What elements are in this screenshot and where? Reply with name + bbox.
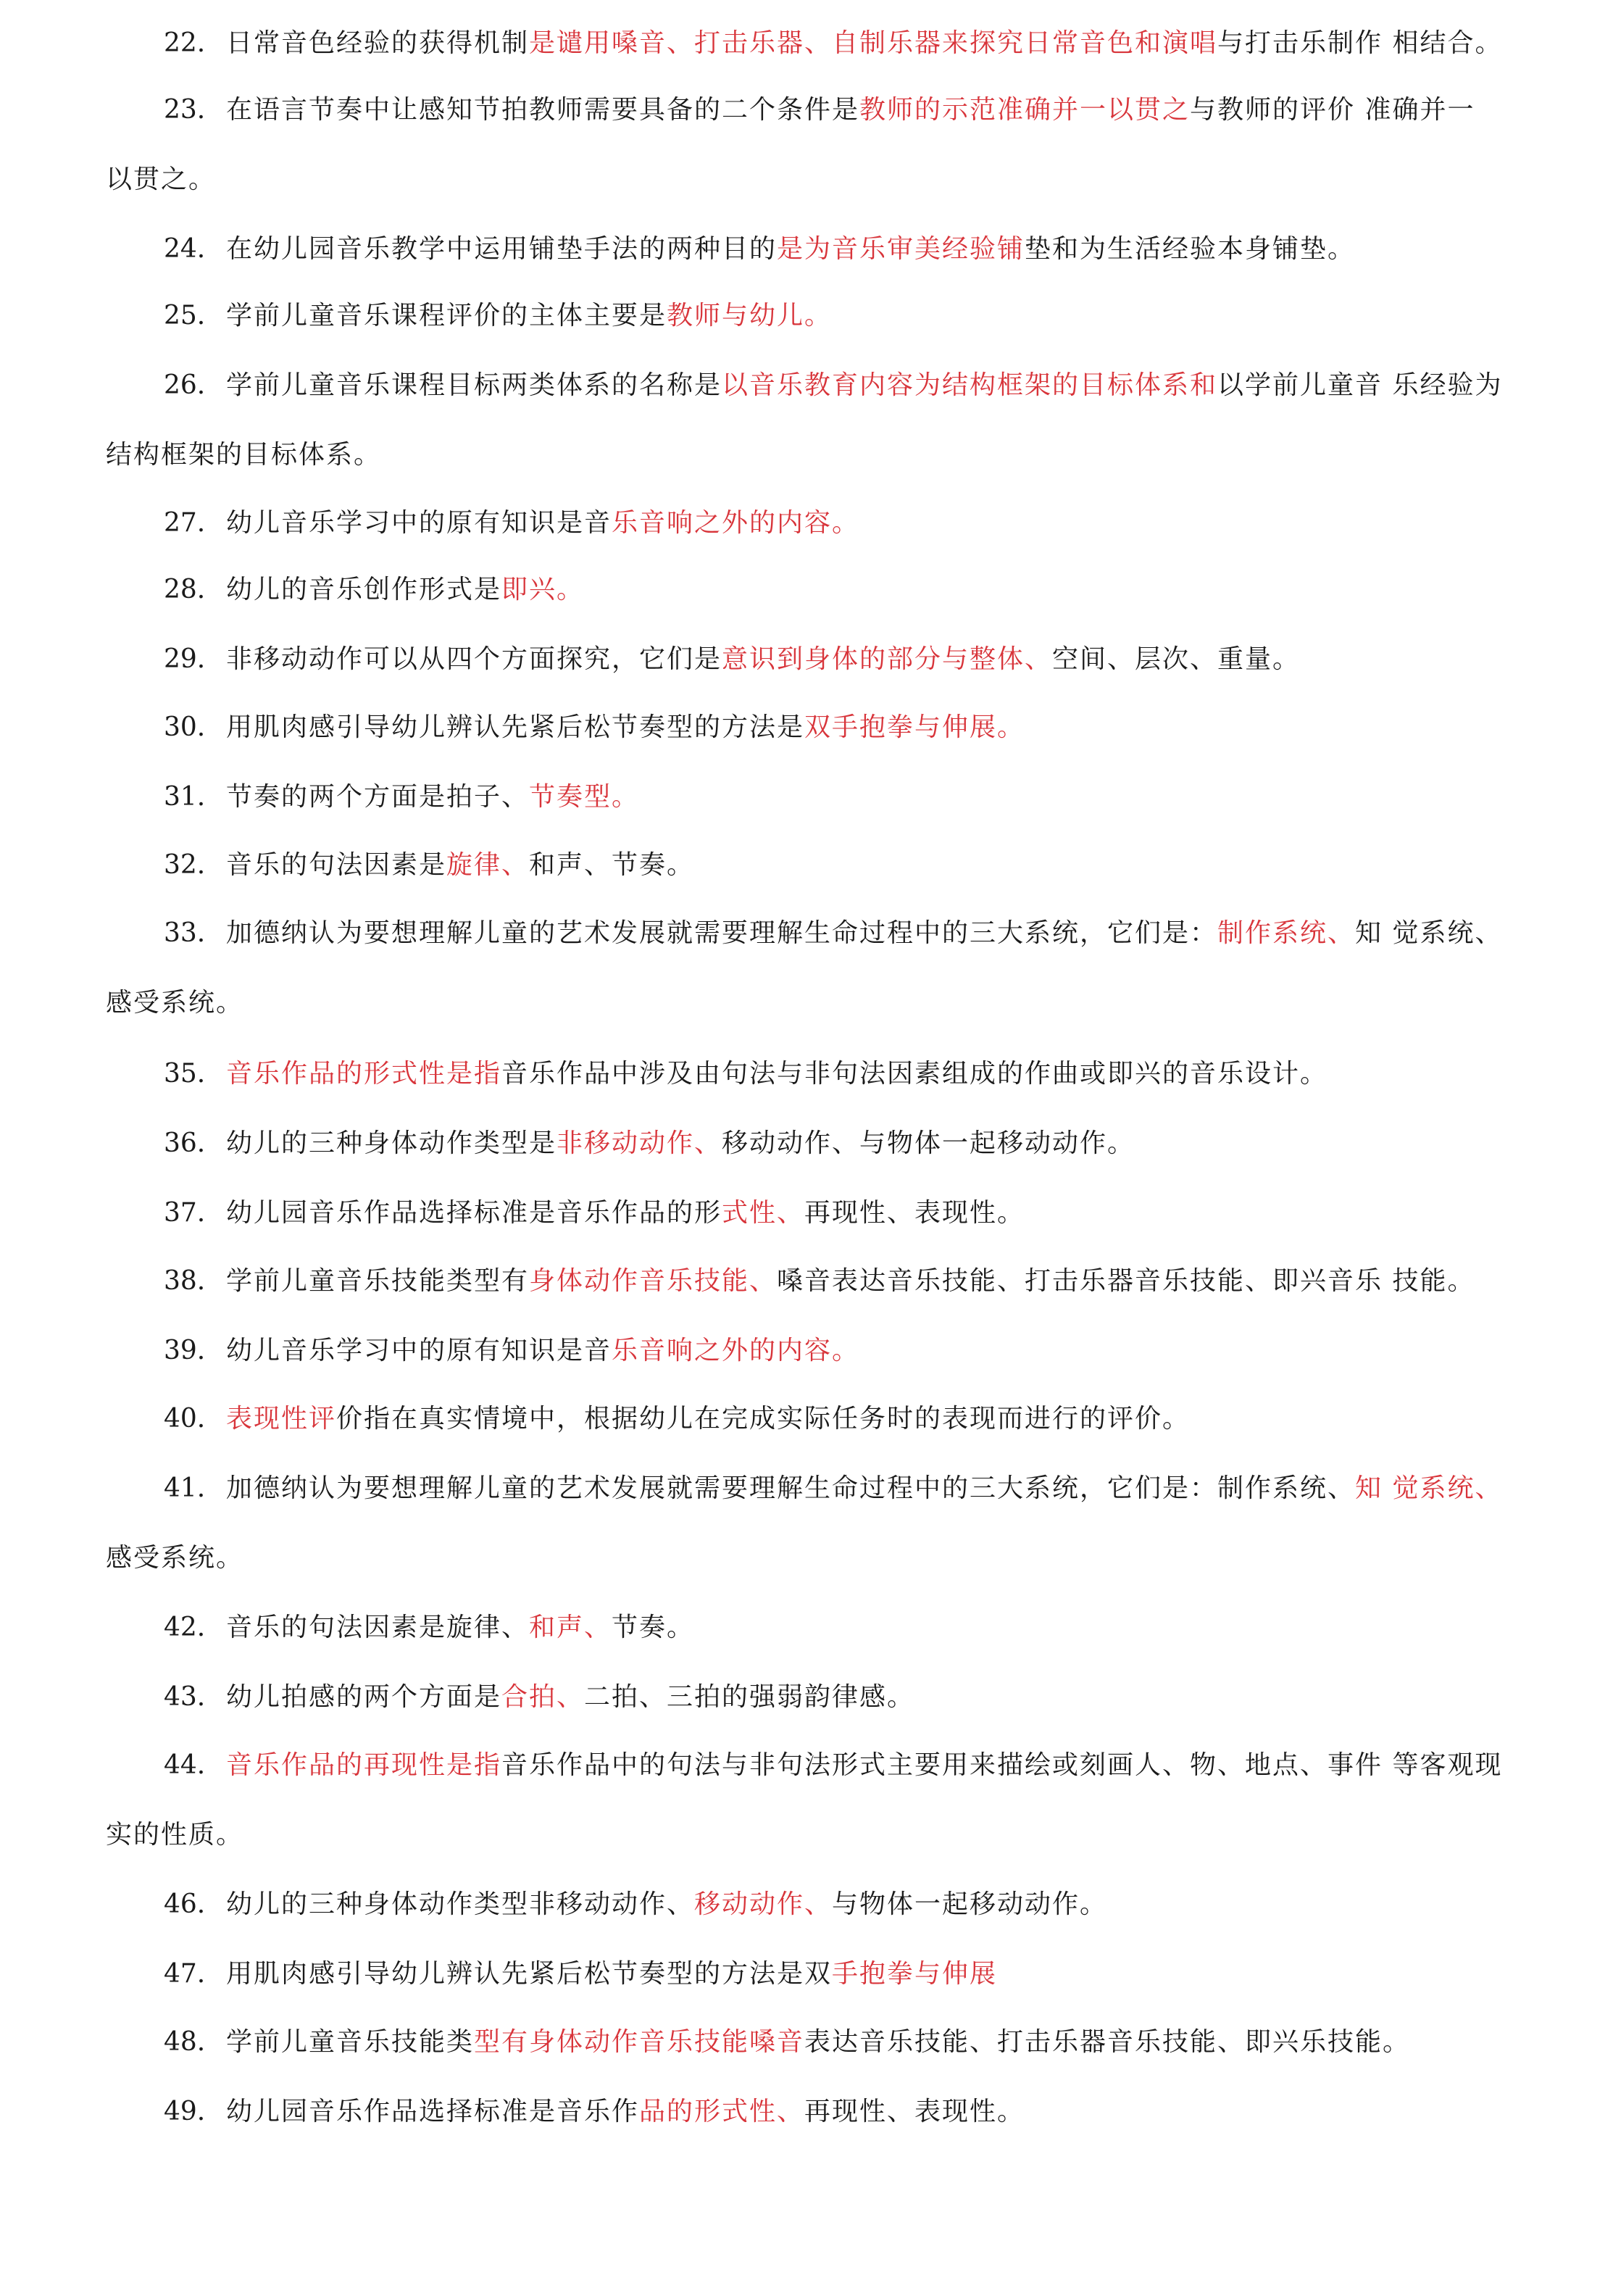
item-number: 22. [164, 28, 206, 58]
question-text: 加德纳认为要想理解儿童的艺术发展就需要理解生命过程中的三大系统，它们是： [226, 918, 1218, 948]
item-text [226, 299, 832, 333]
question-text: 再现性、表现性。 [804, 2097, 1025, 2126]
item-text [226, 368, 1502, 403]
item-number: 49. [164, 2097, 206, 2126]
answer-text: 式性、 [722, 1198, 805, 1228]
item-number: 30. [164, 712, 206, 742]
answer-text: 教师与幼儿。 [667, 301, 833, 330]
item-text [226, 780, 639, 815]
item-text [226, 573, 584, 607]
question-text: 音乐作品中的句法与非句法形式主要用来描绘或刻画人、物、地点、事件 等客观现 [501, 1750, 1503, 1780]
question-text: 幼儿拍感的两个方面是 [226, 1682, 502, 1712]
item-text [226, 26, 1502, 61]
item-number: 29. [164, 644, 206, 674]
answer-text: 音乐作品的形式性是指 [226, 1059, 502, 1089]
answer-text: 手抱拳与伸展 [832, 1959, 998, 1989]
answer-text: 乐音响之外的内容。 [612, 508, 860, 538]
item-text [226, 1887, 1107, 1922]
item-text [226, 1748, 1502, 1783]
answer-text: 即兴。 [501, 575, 585, 604]
item-number: 40. [164, 1404, 206, 1434]
answer-text: 以音乐教育内容为结构框架的目标体系和 [722, 370, 1218, 400]
item-text [226, 916, 1502, 951]
question-text: 加德纳认为要想理解儿童的艺术发展就需要理解生命过程中的三大系统，它们是：制作系统、 [226, 1473, 1356, 1503]
item-text [226, 1334, 859, 1368]
item-number: 42. [164, 1613, 206, 1642]
item-text [226, 1126, 1135, 1161]
item-text [226, 2095, 1025, 2129]
item-text [226, 1402, 1190, 1436]
question-text: 音乐的句法因素是旋律、 [226, 1613, 530, 1642]
item-number: 41. [164, 1473, 206, 1503]
question-text: 感受系统。 [106, 1543, 244, 1573]
question-text: 与打击乐制作 相结合。 [1217, 28, 1503, 58]
answer-text: 教师的示范准确并一以贯之 [859, 95, 1191, 125]
item-number: 26. [164, 370, 206, 400]
question-text: 学前儿童音乐课程目标两类体系的名称是 [226, 370, 722, 400]
question-text: 价指在真实情境中，根据幼儿在完成实际任务时的表现而进行的评价。 [336, 1404, 1191, 1434]
answer-text: 是谴用嗓音、打击乐器、自制乐器来探究日常音色和演唱 [529, 28, 1218, 58]
answer-text: 身体动作音乐技能、 [529, 1266, 778, 1296]
question-text: 和声、节奏。 [529, 850, 695, 880]
question-text: 幼儿园音乐作品选择标准是音乐作品的形 [226, 1198, 722, 1228]
question-text: 在幼儿园音乐教学中运用铺垫手法的两种目的 [226, 234, 778, 264]
answer-text: 乐音响之外的内容。 [612, 1336, 860, 1365]
question-text: 空间、层次、重量。 [1052, 644, 1301, 674]
question-text: 用肌肉感引导幼儿辨认先紧后松节奏型的方法是 [226, 712, 805, 742]
item-number: 24. [164, 234, 206, 264]
question-text: 学前儿童音乐技能类型有 [226, 1266, 530, 1296]
item-text [226, 1471, 1502, 1506]
answer-text: 旋律、 [446, 850, 530, 880]
item-text-continued [106, 1541, 243, 1576]
question-text: 与物体一起移动动作。 [832, 1889, 1108, 1919]
question-text: 音乐的句法因素是 [226, 850, 447, 880]
question-text: 非移动动作可以从四个方面探究，它们是 [226, 644, 722, 674]
item-text-continued [106, 162, 216, 197]
question-text: 表达音乐技能、打击乐器音乐技能、即兴乐技能。 [804, 2027, 1411, 2057]
answer-text: 和声、 [529, 1613, 612, 1642]
answer-text: 表现性评 [226, 1404, 337, 1434]
question-text: 二拍、三拍的强弱韵律感。 [584, 1682, 915, 1712]
item-number: 35. [164, 1059, 206, 1089]
item-number: 28. [164, 575, 206, 604]
question-text: 以贯之。 [106, 165, 217, 194]
item-text [226, 710, 1025, 745]
question-text: 幼儿的三种身体动作类型是 [226, 1128, 557, 1158]
item-number: 25. [164, 301, 206, 330]
question-text: 幼儿的音乐创作形式是 [226, 575, 502, 604]
answer-text: 知 觉系统、 [1355, 1473, 1503, 1503]
item-number: 38. [164, 1266, 206, 1296]
question-text: 幼儿音乐学习中的原有知识是音 [226, 508, 612, 538]
question-text: 移动动作、与物体一起移动动作。 [722, 1128, 1135, 1158]
item-text [226, 1057, 1328, 1091]
item-text [226, 1264, 1475, 1299]
item-text [226, 232, 1355, 267]
item-number: 36. [164, 1128, 206, 1158]
item-text [226, 506, 859, 541]
item-text-continued [106, 986, 243, 1020]
item-number: 39. [164, 1336, 206, 1365]
question-text: 知 觉系统、 [1355, 918, 1503, 948]
item-number: 31. [164, 782, 206, 812]
item-text [226, 1680, 914, 1715]
item-text-continued [106, 438, 381, 473]
answer-text: 节奏型。 [529, 782, 640, 812]
question-text: 幼儿园音乐作品选择标准是音乐作 [226, 2097, 640, 2126]
question-text: 音乐作品中涉及由句法与非句法因素组成的作曲或即兴的音乐设计。 [501, 1059, 1328, 1089]
item-number: 37. [164, 1198, 206, 1228]
question-text: 节奏。 [612, 1613, 695, 1642]
question-text: 用肌肉感引导幼儿辨认先紧后松节奏型的方法是双 [226, 1959, 833, 1989]
answer-text: 双手抱拳与伸展。 [804, 712, 1025, 742]
item-number: 47. [164, 1959, 206, 1989]
item-number: 27. [164, 508, 206, 538]
item-text [226, 642, 1300, 677]
question-text: 学前儿童音乐课程评价的主体主要是 [226, 301, 667, 330]
item-text [226, 1610, 694, 1645]
question-text: 垫和为生活经验本身铺垫。 [1025, 234, 1356, 264]
item-text [226, 2025, 1410, 2060]
answer-text: 型有身体动作音乐技能嗓音 [474, 2027, 805, 2057]
question-text: 感受系统。 [106, 988, 244, 1018]
question-text: 节奏的两个方面是拍子、 [226, 782, 530, 812]
question-text: 嗓音表达音乐技能、打击乐器音乐技能、即兴音乐 技能。 [777, 1266, 1475, 1296]
answer-text: 合拍、 [501, 1682, 585, 1712]
item-number: 43. [164, 1682, 206, 1712]
item-text [226, 1957, 997, 1992]
item-text-continued [106, 1818, 243, 1852]
question-text: 学前儿童音乐技能类 [226, 2027, 475, 2057]
item-number: 23. [164, 95, 206, 125]
answer-text: 移动动作、 [694, 1889, 833, 1919]
answer-text: 制作系统、 [1217, 918, 1356, 948]
question-text: 在语言节奏中让感知节拍教师需要具备的二个条件是 [226, 95, 860, 125]
item-text [226, 93, 1475, 128]
answer-text: 音乐作品的再现性是指 [226, 1750, 502, 1780]
question-text: 幼儿的三种身体动作类型非移动动作、 [226, 1889, 695, 1919]
answer-text: 是为音乐审美经验铺 [777, 234, 1025, 264]
item-text [226, 1196, 1025, 1231]
item-number: 46. [164, 1889, 206, 1919]
answer-text: 非移动动作、 [557, 1128, 722, 1158]
item-text [226, 848, 694, 883]
question-text: 实的性质。 [106, 1820, 244, 1850]
answer-text: 意识到身体的部分与整体、 [722, 644, 1053, 674]
question-text: 再现性、表现性。 [804, 1198, 1025, 1228]
item-number: 44. [164, 1750, 206, 1780]
item-number: 48. [164, 2027, 206, 2057]
question-text: 结构框架的目标体系。 [106, 440, 382, 470]
question-text: 日常音色经验的获得机制 [226, 28, 530, 58]
answer-text: 品的形式性、 [639, 2097, 805, 2126]
question-text: 与教师的评价 准确并一 [1190, 95, 1475, 125]
question-text: 幼儿音乐学习中的原有知识是音 [226, 1336, 612, 1365]
item-number: 32. [164, 850, 206, 880]
question-text: 以学前儿童音 乐经验为 [1217, 370, 1503, 400]
item-number: 33. [164, 918, 206, 948]
